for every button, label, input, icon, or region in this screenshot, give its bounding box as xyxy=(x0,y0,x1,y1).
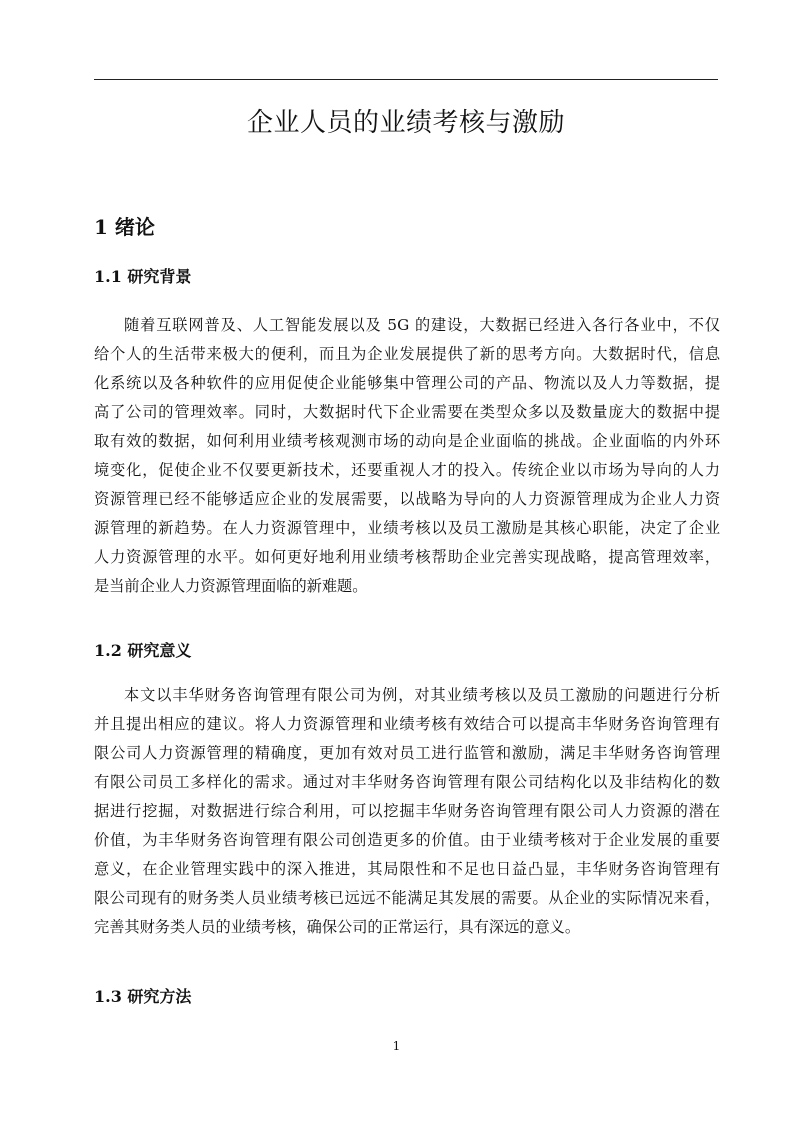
paragraph-line: 限公司现有的财务类人员业绩考核已远远不能满足其发展的需要。从企业的实际情况来看， xyxy=(94,889,720,907)
paragraph-line: 化系统以及各种软件的应用促使企业能够集中管理公司的产品、物流以及人力等数据，提 xyxy=(94,374,720,392)
paragraph-line: 随着互联网普及、人工智能发展以及 5G 的建设，大数据已经进入各行各业中，不仅 xyxy=(124,316,720,334)
paragraph-line: 取有效的数据，如何利用业绩考核观测市场的动向是企业面临的挑战。企业面临的内外环 xyxy=(94,432,720,450)
paragraph-line: 源管理的新趋势。在人力资源管理中，业绩考核以及员工激励是其核心职能，决定了企业 xyxy=(94,519,720,537)
paragraph-line: 有限公司员工多样化的需求。通过对丰华财务咨询管理有限公司结构化以及非结构化的数 xyxy=(94,773,720,791)
paragraph-line: 限公司人力资源管理的精确度，更加有效对员工进行监管和激励，满足丰华财务咨询管理 xyxy=(94,744,720,762)
paragraph-line: 是当前企业人力资源管理面临的新难题。 xyxy=(94,577,368,595)
paragraph-line: 价值，为丰华财务咨询管理有限公司创造更多的价值。由于业绩考核对于企业发展的重要 xyxy=(94,831,720,849)
header-rule xyxy=(94,79,718,80)
paragraph-line: 本文以丰华财务咨询管理有限公司为例，对其业绩考核以及员工激励的问题进行分析 xyxy=(124,686,720,704)
paragraph-line: 意义，在企业管理实践中的深入推进，其局限性和不足也日益凸显，丰华财务咨询管理有 xyxy=(94,860,720,878)
section-heading-significance: 1.2 研究意义 xyxy=(94,641,192,660)
chapter-heading: 1 绪论 xyxy=(94,215,155,239)
paragraph-line: 境变化，促使企业不仅要更新技术，还要重视人才的投入。传统企业以市场为导向的人力 xyxy=(94,461,720,479)
paragraph-line: 给个人的生活带来极大的便利，而且为企业发展提供了新的思考方向。大数据时代，信息 xyxy=(94,345,720,363)
paragraph-line: 完善其财务类人员的业绩考核，确保公司的正常运行，具有深远的意义。 xyxy=(94,918,580,936)
document-title: 企业人员的业绩考核与激励 xyxy=(246,108,565,138)
section-heading-methods: 1.3 研究方法 xyxy=(94,987,192,1006)
paragraph-line: 并且提出相应的建议。将人力资源管理和业绩考核有效结合可以提高丰华财务咨询管理有 xyxy=(94,715,720,733)
paragraph-line: 人力资源管理的水平。如何更好地利用业绩考核帮助企业完善实现战略，提高管理效率， xyxy=(94,548,720,566)
paragraph-line: 资源管理已经不能够适应企业的发展需要，以战略为导向的人力资源管理成为企业人力资 xyxy=(94,490,720,508)
paragraph-significance xyxy=(94,681,720,942)
page-number: 1 xyxy=(392,1039,401,1053)
paragraph-line: 高了公司的管理效率。同时，大数据时代下企业需要在类型众多以及数量庞大的数据中提 xyxy=(94,403,720,421)
paragraph-line: 据进行挖掘，对数据进行综合利用，可以挖掘丰华财务咨询管理有限公司人力资源的潜在 xyxy=(94,802,720,820)
paragraph-background xyxy=(94,311,720,601)
section-heading-background: 1.1 研究背景 xyxy=(94,267,192,286)
